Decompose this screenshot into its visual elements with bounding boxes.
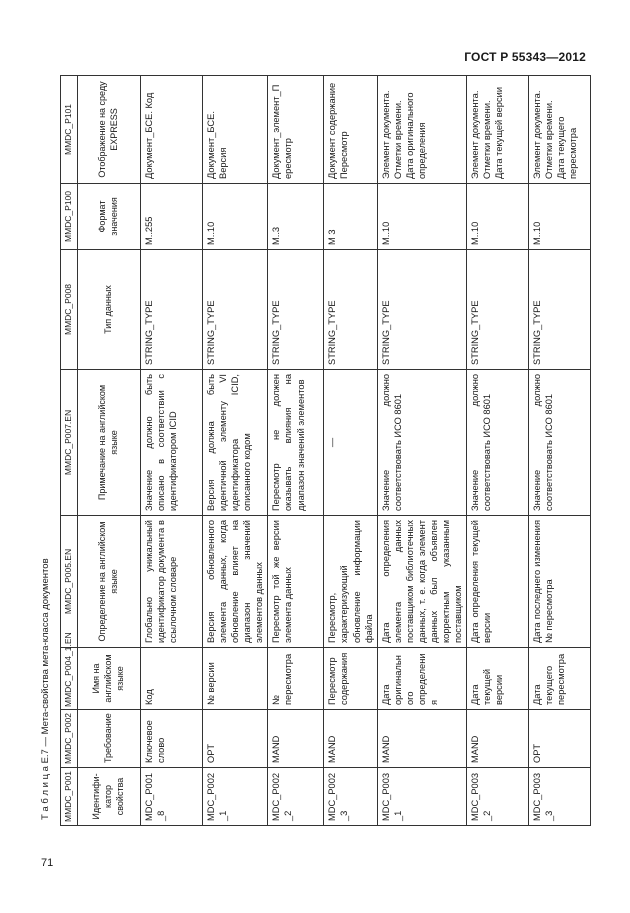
cell-definition: Глобально уникальный идентификатор документа в ссылочном словаре bbox=[141, 516, 203, 648]
cell-format: M..10 bbox=[377, 184, 467, 250]
column-header: Определение на английском языке bbox=[78, 516, 141, 648]
cell-id: MDC_P001_8 bbox=[141, 768, 203, 826]
cell-requirement: Ключевое слово bbox=[141, 710, 203, 768]
cell-requirement: MAND bbox=[324, 710, 377, 768]
cell-id: MDC_P002_3 bbox=[324, 768, 377, 826]
cell-express: Документ_БСЕ. Версия bbox=[203, 76, 268, 184]
column-header: Тип данных bbox=[78, 250, 141, 370]
column-code: MMDC_P002 bbox=[61, 710, 78, 768]
cell-type: STRING_TYPE bbox=[268, 250, 324, 370]
column-header: Формат значения bbox=[78, 184, 141, 250]
standard-number: ГОСТ Р 55343—2012 bbox=[464, 50, 586, 64]
cell-format: M 3 bbox=[324, 184, 377, 250]
cell-id: MDC_P003_3 bbox=[529, 768, 591, 826]
column-header: Идентифи-катор свойства bbox=[78, 768, 141, 826]
column-header: Примечание на английском языке bbox=[78, 370, 141, 516]
cell-name: Код bbox=[141, 648, 203, 710]
cell-definition: Дата определения элемента данных поставщиком библиотечных данных, т. е. когда элемент данных был объявлен корректным указанным поставщиком bbox=[377, 516, 467, 648]
cell-requirement: OPT bbox=[529, 710, 591, 768]
column-header: Отображение на среду EXPRESS bbox=[78, 76, 141, 184]
metaproperties-table bbox=[60, 75, 591, 826]
cell-requirement: MAND bbox=[467, 710, 529, 768]
cell-requirement: OPT bbox=[203, 710, 268, 768]
column-code: MMDC_P101 bbox=[61, 76, 78, 184]
cell-express: Документ_БСЕ. Код bbox=[141, 76, 203, 184]
cell-format: M..10 bbox=[529, 184, 591, 250]
table-caption: Т а б л и ц а Е.7 — Мета-свойства мета-класса документов bbox=[40, 558, 51, 820]
column-header: Требование bbox=[78, 710, 141, 768]
cell-name: Пересмотр содержания bbox=[324, 648, 377, 710]
cell-id: MDC_P003_1 bbox=[377, 768, 467, 826]
cell-format: M..255 bbox=[141, 184, 203, 250]
cell-definition: Пересмотр той же версии элемента данных bbox=[268, 516, 324, 648]
cell-express: Документ содержание Пересмотр bbox=[324, 76, 377, 184]
cell-name: № версии bbox=[203, 648, 268, 710]
cell-note: Версия должна быть идентичной элементу VI идентификатора ICID, описанного кодом bbox=[203, 370, 268, 516]
table-row bbox=[377, 76, 467, 826]
column-code: MMDC_P100 bbox=[61, 184, 78, 250]
cell-note: Пересмотр не должен оказывать влияния на диапазон значений элементов bbox=[268, 370, 324, 516]
cell-id: MDC_P002_1 bbox=[203, 768, 268, 826]
cell-name: Дата оригинального определения bbox=[377, 648, 467, 710]
cell-note: — bbox=[324, 370, 377, 516]
column-code: MMDC_P008 bbox=[61, 250, 78, 370]
cell-express: Элемент документа. Отметки времени. Дата текущего пересмотра bbox=[529, 76, 591, 184]
cell-name: Дата текущей версии bbox=[467, 648, 529, 710]
cell-express: Элемент документа. Отметки времени. Дата оригинального определения bbox=[377, 76, 467, 184]
table-row bbox=[324, 76, 377, 826]
cell-name: № пересмотра bbox=[268, 648, 324, 710]
column-headers-row bbox=[78, 76, 141, 826]
column-header: Имя на английском языке bbox=[78, 648, 141, 710]
column-code: MMDC_P004_1.EN bbox=[61, 648, 78, 710]
cell-type: STRING_TYPE bbox=[203, 250, 268, 370]
table-row bbox=[467, 76, 529, 826]
cell-note: Значение должно соответствовать ИСО 8601 bbox=[377, 370, 467, 516]
cell-format: M..3 bbox=[268, 184, 324, 250]
rotated-table-container bbox=[60, 76, 600, 826]
column-codes-row bbox=[61, 76, 78, 826]
cell-name: Дата текущего пересмотра bbox=[529, 648, 591, 710]
cell-type: STRING_TYPE bbox=[529, 250, 591, 370]
cell-definition: Пересмотр, характеризующий обновление информации файла bbox=[324, 516, 377, 648]
cell-requirement: MAND bbox=[268, 710, 324, 768]
cell-requirement: MAND bbox=[377, 710, 467, 768]
cell-note: Значение должно соответствовать ИСО 8601 bbox=[467, 370, 529, 516]
cell-id: MDC_P002_2 bbox=[268, 768, 324, 826]
page-number: 71 bbox=[41, 857, 54, 869]
cell-type: STRING_TYPE bbox=[324, 250, 377, 370]
cell-id: MDC_P003_2 bbox=[467, 768, 529, 826]
column-code: MMDC_P005.EN bbox=[61, 516, 78, 648]
cell-type: STRING_TYPE bbox=[377, 250, 467, 370]
table-row bbox=[529, 76, 591, 826]
cell-definition: Дата определения текущей версии bbox=[467, 516, 529, 648]
cell-express: Элемент документа. Отметки времени. Дата текущей версии bbox=[467, 76, 529, 184]
cell-type: STRING_TYPE bbox=[141, 250, 203, 370]
cell-definition: Дата последнего изменения № пересмотра bbox=[529, 516, 591, 648]
table-row bbox=[141, 76, 203, 826]
cell-express: Документ_элемент_Пересмотр bbox=[268, 76, 324, 184]
cell-definition: Версия обновленного элемента данных, когда обновление влияет на диапазон значений элементов данных bbox=[203, 516, 268, 648]
cell-note: Значение должно соответствовать ИСО 8601 bbox=[529, 370, 591, 516]
cell-type: STRING_TYPE bbox=[467, 250, 529, 370]
column-code: MMDC_P001 bbox=[61, 768, 78, 826]
cell-format: M..10 bbox=[203, 184, 268, 250]
column-code: MMDC_P007.EN bbox=[61, 370, 78, 516]
cell-format: M..10 bbox=[467, 184, 529, 250]
cell-note: Значение должно быть описано в соответствии с идентификатором ICID bbox=[141, 370, 203, 516]
table-row bbox=[203, 76, 268, 826]
table-row bbox=[268, 76, 324, 826]
